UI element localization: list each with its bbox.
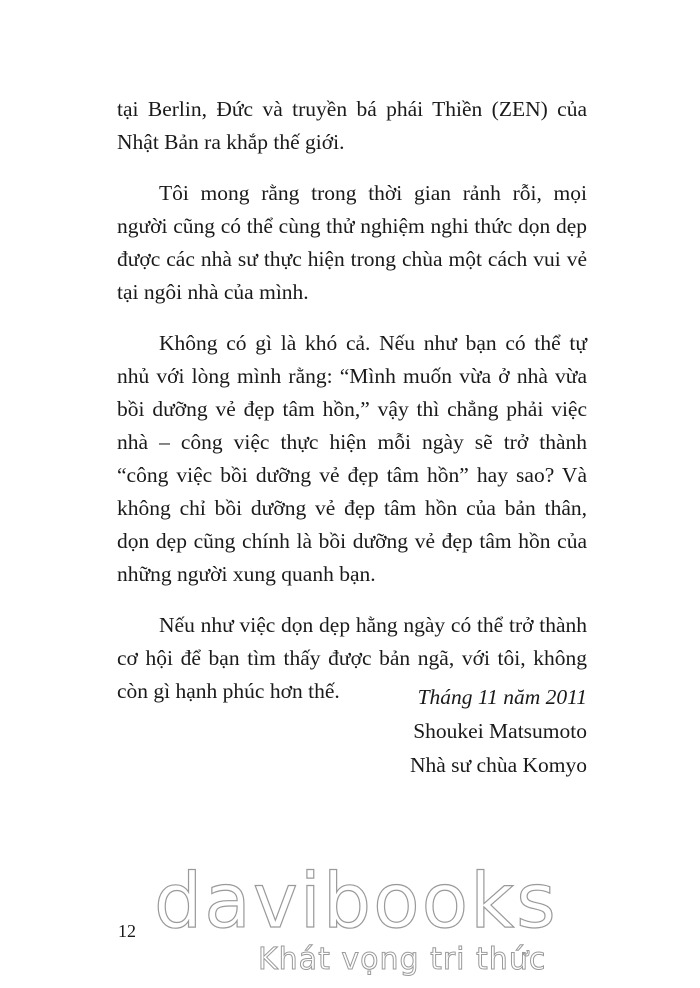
signature-block <box>410 680 587 782</box>
body-text <box>117 93 587 726</box>
paragraph-1: tại Berlin, Đức và truyền bá phái Thiền (ZEN) của Nhật Bản ra khắp thế giới. <box>117 97 587 154</box>
watermark-tagline: Khát vọng tri thức <box>258 942 547 977</box>
signature-title: Nhà sư chùa Komyo <box>409 753 587 777</box>
signature-date: Tháng 11 năm 2011 <box>417 685 587 709</box>
paragraph-3: Không có gì là khó cả. Nếu như bạn có thể tự nhủ với lòng mình rằng: “Mình muốn vừa ở nhà vừa bồi dưỡng vẻ đẹp tâm hồn,” vậy thì chẳng phải việc nhà – công việc thực hiện mỗi ngày sẽ trở thành “công việc bồi dưỡng vẻ đẹp tâm hồn” hay sao? Và không chỉ bồi dưỡng vẻ đẹp tâm hồn của bản thân, dọn dẹp cũng chính là bồi dưỡng vẻ đẹp tâm hồn của những người xung quanh bạn. <box>117 331 587 586</box>
paragraph-2: Tôi mong rằng trong thời gian rảnh rỗi, mọi người cũng có thể cùng thử nghiệm nghi thức dọn dẹp được các nhà sư thực hiện trong chùa một cách vui vẻ tại ngôi nhà của mình. <box>117 181 587 304</box>
signature-name: Shoukei Matsumoto <box>413 719 587 743</box>
watermark-brand: davibooks <box>154 856 558 945</box>
watermark <box>150 856 558 982</box>
paragraph-4: Nếu như việc dọn dẹp hằng ngày có thể trở thành cơ hội để bạn tìm thấy được bản ngã, với tôi, không còn gì hạnh phúc hơn thế. <box>117 613 587 703</box>
page-number: 12 <box>118 921 136 941</box>
